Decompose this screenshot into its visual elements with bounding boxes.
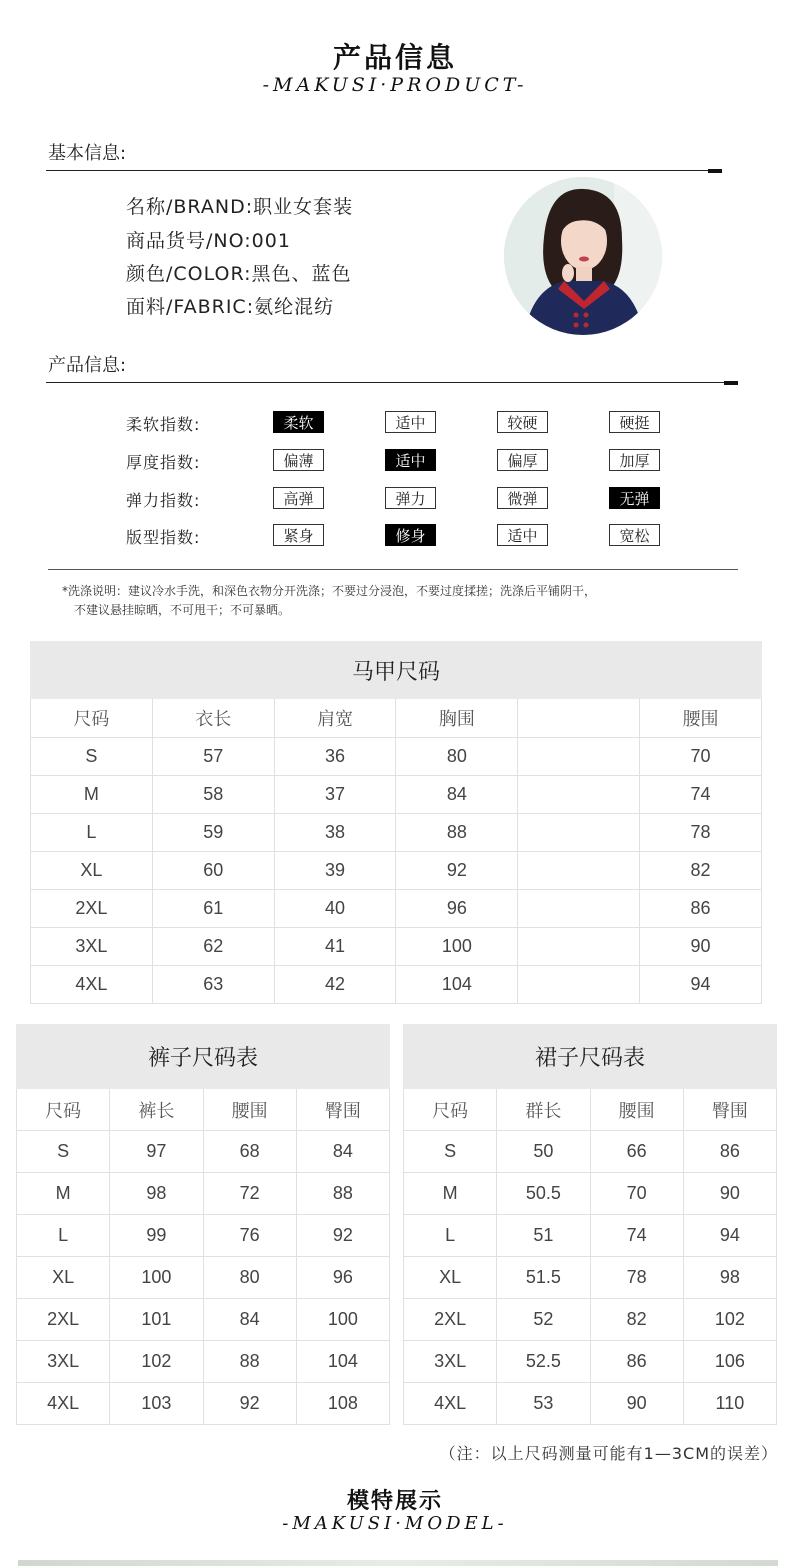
page-title: 产品信息: [332, 41, 457, 74]
table-cell: [518, 890, 640, 928]
table-cell: 103: [110, 1383, 203, 1425]
wash-note-line1: *洗涤说明：建议冷水手洗，和深色衣物分开洗涤；不要过分浸泡，不要过度揉搓；洗涤后平铺阴干，: [62, 584, 597, 598]
table-cell: 94: [683, 1215, 776, 1257]
model-image-strip: [18, 1560, 778, 1566]
table-cell: 59: [152, 814, 274, 852]
index-option-tag: 紧身: [273, 524, 324, 546]
model-avatar: [504, 177, 662, 335]
table-cell: S: [31, 738, 153, 776]
table-cell: 39: [274, 852, 396, 890]
column-header: 群长: [497, 1089, 590, 1131]
table-cell: 110: [683, 1383, 776, 1425]
table-cell: 41: [274, 928, 396, 966]
table-cell: 76: [203, 1215, 296, 1257]
table-cell: [518, 852, 640, 890]
table-cell: 92: [203, 1383, 296, 1425]
table-cell: 61: [152, 890, 274, 928]
table-cell: 40: [274, 890, 396, 928]
table-row: [31, 966, 762, 1004]
table-cell: 52.5: [497, 1341, 590, 1383]
index-option-tag: 适中: [385, 449, 436, 471]
table-title: 马甲尺码: [31, 642, 762, 699]
index-option-tag: 无弹: [609, 487, 660, 509]
basic-info-value: 黑色、蓝色: [251, 263, 352, 285]
table-cell: 96: [296, 1257, 389, 1299]
table-cell: M: [31, 776, 153, 814]
basic-info-row: [126, 292, 334, 319]
table-row: [17, 1299, 390, 1341]
table-cell: 66: [590, 1131, 683, 1173]
basic-info-row: [126, 192, 353, 219]
index-option-tag: 弹力: [385, 487, 436, 509]
table-cell: [518, 928, 640, 966]
column-header: 尺码: [404, 1089, 497, 1131]
divider-cap: [724, 381, 738, 385]
basic-info-key: 面料/FABRIC:: [126, 296, 255, 318]
table-cell: 78: [590, 1257, 683, 1299]
table-cell: 86: [590, 1341, 683, 1383]
table-cell: M: [17, 1173, 110, 1215]
table-cell: 102: [110, 1341, 203, 1383]
basic-info-value: 001: [251, 230, 291, 252]
table-row: [31, 928, 762, 966]
table-cell: 74: [640, 776, 762, 814]
table-cell: 50.5: [497, 1173, 590, 1215]
table-cell: 57: [152, 738, 274, 776]
table-row: [404, 1299, 777, 1341]
table-cell: [518, 776, 640, 814]
table-cell: 84: [296, 1131, 389, 1173]
table-row: [31, 852, 762, 890]
table-cell: 68: [203, 1131, 296, 1173]
table-cell: L: [17, 1215, 110, 1257]
skirt-size-table: [403, 1024, 777, 1425]
table-cell: 88: [296, 1173, 389, 1215]
index-option-tag: 宽松: [609, 524, 660, 546]
basic-info-row: [126, 259, 352, 286]
column-header: 腰围: [640, 699, 762, 738]
table-cell: XL: [17, 1257, 110, 1299]
column-header: 腰围: [203, 1089, 296, 1131]
table-cell: 72: [203, 1173, 296, 1215]
column-header: [518, 699, 640, 738]
wash-note-line2: 不建议悬挂晾晒，不可甩干；不可暴晒。: [74, 603, 291, 617]
basic-info-row: [126, 226, 291, 253]
index-label: 版型指数:: [126, 528, 201, 547]
index-option-tag: 高弹: [273, 487, 324, 509]
table-cell: 51.5: [497, 1257, 590, 1299]
table-cell: 4XL: [404, 1383, 497, 1425]
index-option-tag: 修身: [385, 524, 436, 546]
index-option-tag: 适中: [385, 411, 436, 433]
table-row: [31, 738, 762, 776]
table-cell: 100: [296, 1299, 389, 1341]
table-cell: 102: [683, 1299, 776, 1341]
table-row: [17, 1215, 390, 1257]
table-cell: 94: [640, 966, 762, 1004]
table-row: [31, 814, 762, 852]
table-cell: XL: [31, 852, 153, 890]
table-cell: 82: [640, 852, 762, 890]
table-cell: 84: [203, 1299, 296, 1341]
table-row: [404, 1215, 777, 1257]
table-cell: 88: [396, 814, 518, 852]
table-cell: 2XL: [404, 1299, 497, 1341]
table-cell: 108: [296, 1383, 389, 1425]
model-portrait-icon: [504, 177, 662, 335]
table-row: [31, 890, 762, 928]
size-measure-note: （注：以上尺码测量可能有1—3CM的误差）: [439, 1444, 778, 1463]
table-cell: 36: [274, 738, 396, 776]
table-row: [17, 1257, 390, 1299]
index-option-tag: 较硬: [497, 411, 548, 433]
table-cell: 2XL: [31, 890, 153, 928]
table-cell: 70: [640, 738, 762, 776]
table-header-row: [31, 699, 762, 738]
table-cell: 37: [274, 776, 396, 814]
table-row: [404, 1131, 777, 1173]
index-option-tag: 适中: [497, 524, 548, 546]
column-header: 尺码: [17, 1089, 110, 1131]
table-cell: 86: [640, 890, 762, 928]
column-header: 臀围: [296, 1089, 389, 1131]
table-title-row: [31, 642, 762, 699]
table-cell: 97: [110, 1131, 203, 1173]
basic-info-key: 商品货号/NO:: [126, 230, 252, 252]
table-row: [17, 1131, 390, 1173]
table-cell: 51: [497, 1215, 590, 1257]
table-row: [17, 1383, 390, 1425]
table-cell: 60: [152, 852, 274, 890]
table-title: 裤子尺码表: [17, 1025, 390, 1089]
table-cell: 100: [396, 928, 518, 966]
basic-info-key: 颜色/COLOR:: [126, 263, 252, 285]
table-cell: 3XL: [17, 1341, 110, 1383]
table-cell: 96: [396, 890, 518, 928]
basic-info-value: 氨纶混纺: [254, 296, 335, 318]
divider: [46, 170, 720, 171]
table-cell: [518, 738, 640, 776]
table-row: [17, 1173, 390, 1215]
table-cell: 98: [683, 1257, 776, 1299]
table-cell: 99: [110, 1215, 203, 1257]
vest-size-table: [30, 641, 762, 1004]
table-cell: 50: [497, 1131, 590, 1173]
table-cell: 90: [590, 1383, 683, 1425]
column-header: 裤长: [110, 1089, 203, 1131]
model-section-subtitle: -MAKUSI·MODEL-: [282, 1513, 508, 1534]
pants-size-table: [16, 1024, 390, 1425]
index-option-tag: 偏薄: [273, 449, 324, 471]
table-cell: 100: [110, 1257, 203, 1299]
table-cell: 90: [683, 1173, 776, 1215]
table-cell: L: [404, 1215, 497, 1257]
table-title: 裙子尺码表: [404, 1025, 777, 1089]
index-label: 弹力指数:: [126, 491, 201, 510]
column-header: 臀围: [683, 1089, 776, 1131]
divider: [48, 569, 738, 570]
table-cell: 2XL: [17, 1299, 110, 1341]
table-cell: 88: [203, 1341, 296, 1383]
table-title-row: [404, 1025, 777, 1089]
table-cell: 63: [152, 966, 274, 1004]
basic-info-value: 职业女套装: [253, 196, 354, 218]
column-header: 衣长: [152, 699, 274, 738]
table-cell: XL: [404, 1257, 497, 1299]
column-header: 尺码: [31, 699, 153, 738]
table-cell: 86: [683, 1131, 776, 1173]
table-cell: 92: [296, 1215, 389, 1257]
table-cell: 84: [396, 776, 518, 814]
divider-cap: [708, 169, 722, 173]
page-subtitle: -MAKUSI·PRODUCT-: [262, 74, 528, 96]
table-cell: 78: [640, 814, 762, 852]
table-cell: 4XL: [17, 1383, 110, 1425]
index-option-tag: 偏厚: [497, 449, 548, 471]
table-cell: 90: [640, 928, 762, 966]
index-label: 厚度指数:: [126, 453, 201, 472]
table-cell: 82: [590, 1299, 683, 1341]
table-cell: 58: [152, 776, 274, 814]
table-row: [404, 1383, 777, 1425]
basic-info-label: 基本信息:: [48, 143, 127, 164]
table-header-row: [404, 1089, 777, 1131]
table-cell: 62: [152, 928, 274, 966]
table-cell: S: [17, 1131, 110, 1173]
table-cell: 74: [590, 1215, 683, 1257]
table-row: [404, 1257, 777, 1299]
index-option-tag: 微弹: [497, 487, 548, 509]
table-cell: 104: [296, 1341, 389, 1383]
table-row: [404, 1341, 777, 1383]
index-option-tag: 柔软: [273, 411, 324, 433]
table-cell: 104: [396, 966, 518, 1004]
table-title-row: [17, 1025, 390, 1089]
column-header: 胸围: [396, 699, 518, 738]
index-label: 柔软指数:: [126, 415, 201, 434]
model-section-title: 模特展示: [346, 1489, 443, 1514]
table-cell: 80: [203, 1257, 296, 1299]
basic-info-key: 名称/BRAND:: [126, 196, 254, 218]
table-row: [404, 1173, 777, 1215]
table-cell: M: [404, 1173, 497, 1215]
table-row: [17, 1341, 390, 1383]
table-header-row: [17, 1089, 390, 1131]
table-cell: 3XL: [31, 928, 153, 966]
table-cell: L: [31, 814, 153, 852]
table-cell: [518, 966, 640, 1004]
table-cell: 53: [497, 1383, 590, 1425]
product-info-label: 产品信息:: [48, 355, 127, 376]
table-cell: 70: [590, 1173, 683, 1215]
divider: [46, 382, 732, 383]
table-cell: 98: [110, 1173, 203, 1215]
table-cell: 38: [274, 814, 396, 852]
table-cell: 3XL: [404, 1341, 497, 1383]
table-cell: 80: [396, 738, 518, 776]
table-cell: 106: [683, 1341, 776, 1383]
column-header: 肩宽: [274, 699, 396, 738]
table-row: [31, 776, 762, 814]
index-option-tag: 加厚: [609, 449, 660, 471]
column-header: 腰围: [590, 1089, 683, 1131]
table-cell: S: [404, 1131, 497, 1173]
table-cell: 101: [110, 1299, 203, 1341]
table-cell: [518, 814, 640, 852]
table-cell: 4XL: [31, 966, 153, 1004]
table-cell: 42: [274, 966, 396, 1004]
table-cell: 52: [497, 1299, 590, 1341]
index-option-tag: 硬挺: [609, 411, 660, 433]
table-cell: 92: [396, 852, 518, 890]
